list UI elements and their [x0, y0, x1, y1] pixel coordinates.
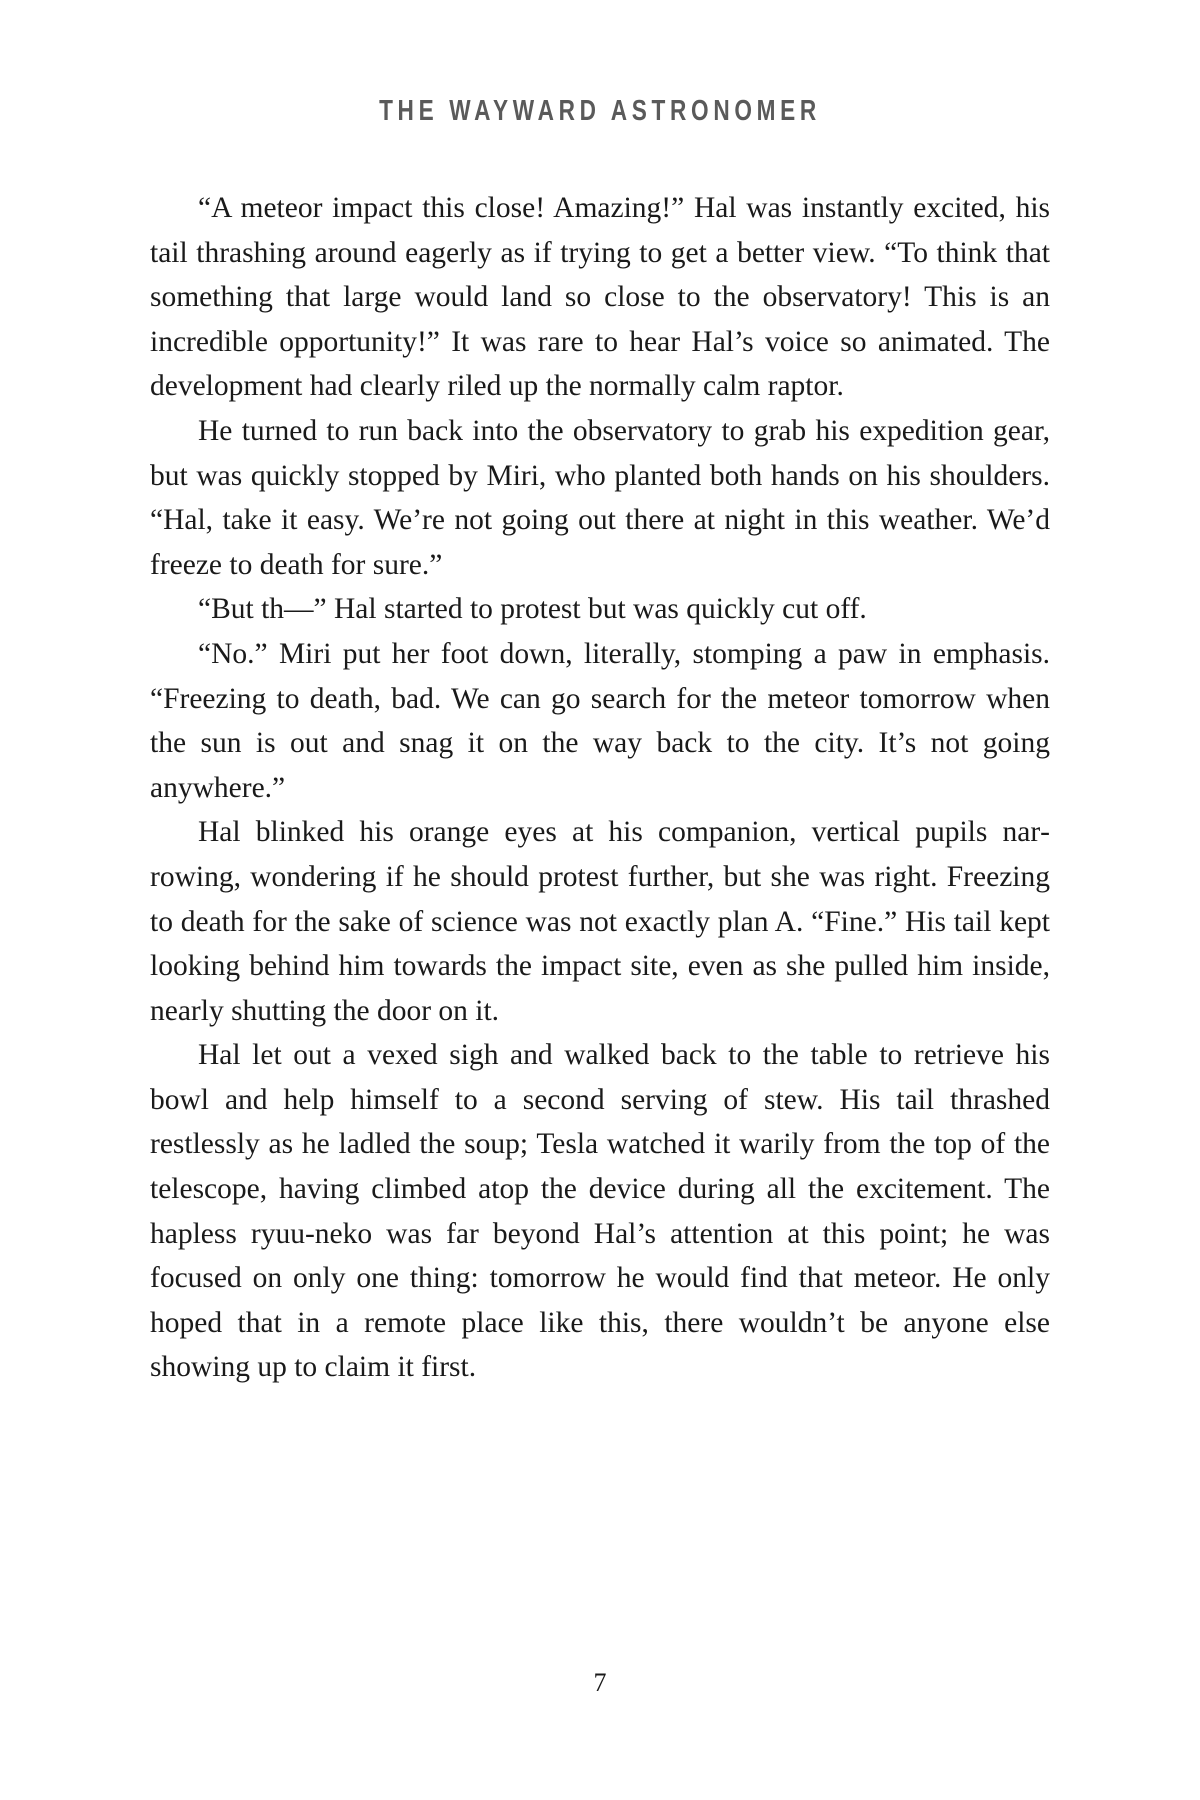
paragraph: “A meteor impact this close! Amazing!” Hal was instantly excited, his tail thrashing around eagerly as if trying to get a better view. “To think that something that large would land so close to the observatory! This is an incredible opportunity!” It was rare to hear Hal’s voice so animated. The development had clearly riled up the normally calm raptor.	[150, 192, 1050, 403]
running-head-title: THE WAYWARD ASTRONOMER	[379, 95, 821, 127]
paragraph: “But th—” Hal started to protest but was quickly cut off.	[198, 593, 867, 626]
page-number: 7	[593, 1668, 607, 1697]
paragraph: Hal let out a vexed sigh and walked back to the table to retrieve his bowl and help himself to a second serving of stew. His tail thrashed restlessly as he ladled the soup; Tesla watched it warily from the top of the telescope, having climbed atop the device during all the excitement. The hapless ryuu-neko was far beyond Hal’s attention at this point; he was focused on only one thing: tomorrow he would find that meteor. He only hoped that in a remote place like this, there wouldn’t be anyone else showing up to claim it first.	[150, 1039, 1050, 1384]
paragraph: “No.” Miri put her foot down, literally, stomping a paw in emphasis. “Freezing to death, bad. We can go search for the meteor tomorrow when the sun is out and snag it on the way back to the city. It’s not going anywhere.”	[150, 637, 1050, 804]
paragraph: Hal blinked his orange eyes at his companion, vertical pupils narrowing, wondering if he should protest further, but she was right. Freezing to death for the sake of science was not exactly plan A. “Fine.” His tail kept looking behind him towards the impact site, even as she pulled him inside, nearly shutting the door on it.	[150, 816, 1050, 1027]
paragraph: He turned to run back into the observatory to grab his expedition gear, but was quickly stopped by Miri, who planted both hands on his shoulders. “Hal, take it easy. We’re not going out there at night in this weather. We’d freeze to death for sure.”	[150, 414, 1050, 581]
body-text	[150, 186, 1050, 1390]
